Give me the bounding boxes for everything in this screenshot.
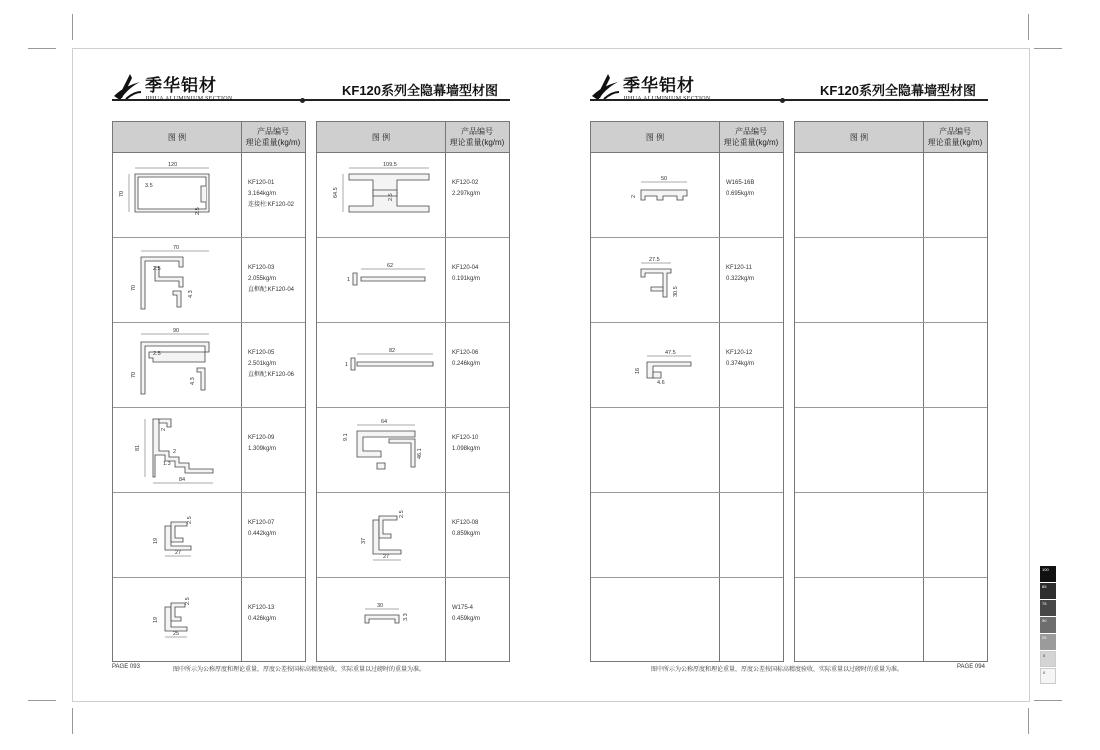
profile-table — [112, 121, 306, 662]
profile-info — [248, 178, 294, 211]
footer-note: 图中所示为公称厚度和理论重量，厚度公差按国标高精度验收，实际重量以过磅时的重量为准。 — [651, 667, 904, 673]
dimension-label: 2 — [631, 194, 637, 198]
dimension-label: 64 — [381, 419, 388, 425]
crop-mark — [1028, 708, 1029, 734]
dimension-label: 2.5 — [388, 193, 394, 201]
profile-figure — [795, 237, 923, 322]
dimension-label: 120 — [168, 162, 178, 168]
dimension-label: 27.5 — [649, 257, 660, 263]
profile-figure — [113, 152, 241, 237]
profile-figure — [113, 407, 241, 492]
crop-mark — [72, 14, 73, 40]
profile-note: 直框配:KF120-04 — [248, 287, 295, 293]
profile-figure — [317, 407, 445, 492]
color-swatch: 5 — [1040, 651, 1056, 667]
profile-code: KF120-01 — [248, 180, 275, 186]
profile-info — [248, 348, 294, 381]
header-code: 产品编号 — [939, 127, 971, 136]
crop-mark — [1034, 48, 1062, 49]
profile-drawing — [591, 322, 719, 407]
header-rule-dot — [300, 98, 305, 103]
header-figure: 图 例 — [849, 132, 869, 142]
profile-code: W165-16B — [726, 180, 755, 186]
table-header — [591, 122, 783, 153]
profile-drawing — [795, 152, 923, 237]
dimension-label: 2.5 — [195, 207, 201, 215]
profile-figure — [795, 407, 923, 492]
dimension-label: 62 — [387, 263, 394, 269]
header-weight: 理论重量(kg/m) — [723, 138, 779, 147]
profile-code: KF120-07 — [248, 520, 275, 526]
profile-drawing — [795, 322, 923, 407]
profile-figure — [317, 492, 445, 577]
page-number: PAGE 093 — [112, 664, 140, 670]
profile-weight: 0.459kg/m — [452, 616, 481, 622]
profile-figure — [113, 492, 241, 577]
header-code-weight — [445, 122, 509, 152]
profile-code: KF120-04 — [452, 265, 479, 271]
profile-figure — [113, 577, 241, 662]
dimension-label: 19 — [153, 537, 159, 544]
header-code: 产品编号 — [257, 127, 289, 136]
dimension-label: 27 — [383, 554, 390, 560]
profile-drawing — [591, 407, 719, 492]
profile-drawing — [591, 237, 719, 322]
profile-code: W175-4 — [452, 605, 474, 611]
profile-figure — [795, 152, 923, 237]
profile-code: KF120-06 — [452, 350, 479, 356]
color-swatch: 85 — [1040, 583, 1056, 599]
profile-code: KF120-12 — [726, 350, 753, 356]
profile-weight: 0.695kg/m — [726, 191, 755, 197]
brand-name: 季华铝材 — [623, 76, 695, 95]
dimension-label: 2 — [161, 427, 167, 431]
profile-info — [452, 518, 480, 540]
header-code-weight — [923, 122, 987, 152]
crop-mark — [28, 700, 56, 701]
dimension-label: 1 — [347, 277, 351, 283]
profile-drawing — [317, 577, 445, 662]
color-swatch: 25 — [1040, 634, 1056, 650]
profile-weight: 2.055kg/m — [248, 276, 277, 282]
profile-figure — [591, 322, 719, 407]
profile-table — [590, 121, 784, 662]
brand-logo-right — [590, 72, 711, 102]
brand-logo-left — [112, 72, 233, 102]
profile-note: 连接柱:KF120-02 — [248, 202, 295, 208]
color-swatch: 100 — [1040, 566, 1056, 582]
profile-figure — [113, 237, 241, 322]
header-code: 产品编号 — [735, 127, 767, 136]
dimension-label: 30.5 — [673, 286, 679, 297]
dimension-label: 64.5 — [333, 187, 339, 198]
profile-code: KF120-11 — [726, 265, 752, 271]
column-divider — [241, 122, 242, 661]
profile-weight: 0.859kg/m — [452, 531, 481, 537]
profile-drawing — [591, 492, 719, 577]
profile-info — [248, 518, 276, 540]
header-weight: 理论重量(kg/m) — [449, 138, 505, 147]
color-swatch: 0 — [1040, 668, 1056, 684]
profile-drawing — [113, 322, 241, 407]
dimension-label: 50 — [661, 176, 668, 182]
profile-code: KF120-08 — [452, 520, 479, 526]
dimension-label: 27 — [175, 550, 182, 556]
column-divider — [923, 122, 924, 661]
dimension-label: 9.1 — [343, 433, 349, 441]
table-header — [795, 122, 987, 153]
profile-figure — [317, 322, 445, 407]
profile-code: KF120-09 — [248, 435, 275, 441]
profile-weight: 0.191kg/m — [452, 276, 481, 282]
profile-weight: 3.164kg/m — [248, 191, 277, 197]
header-code-weight — [719, 122, 783, 152]
crop-mark — [72, 708, 73, 734]
profile-code: KF120-10 — [452, 435, 479, 441]
table-header — [113, 122, 305, 153]
profile-drawing — [317, 407, 445, 492]
dimension-label: 2.5 — [185, 597, 191, 605]
logo-icon — [112, 72, 142, 102]
profile-code: KF120-05 — [248, 350, 275, 356]
profile-weight: 0.246kg/m — [452, 361, 481, 367]
footer-note: 图中所示为公称厚度和理论重量，厚度公差按国标高精度验收，实际重量以过磅时的重量为准。 — [173, 667, 426, 673]
profile-code: KF120-02 — [452, 180, 479, 186]
header-code: 产品编号 — [461, 127, 493, 136]
profile-info — [248, 263, 294, 296]
profile-drawing — [795, 492, 923, 577]
profile-drawing — [113, 492, 241, 577]
profile-info — [726, 263, 754, 285]
profile-figure — [317, 237, 445, 322]
profile-figure — [113, 322, 241, 407]
brand-name: 季华铝材 — [145, 76, 217, 95]
dimension-label: 47.5 — [665, 350, 676, 356]
dimension-label: 3.5 — [145, 183, 153, 189]
profile-drawing — [795, 237, 923, 322]
dimension-label: 70 — [173, 245, 180, 251]
profile-table — [316, 121, 510, 662]
profile-info — [248, 603, 276, 625]
header-weight: 理论重量(kg/m) — [245, 138, 301, 147]
profile-figure — [591, 407, 719, 492]
dimension-label: 84 — [179, 477, 186, 483]
dimension-label: 19 — [153, 616, 159, 623]
profile-drawing — [113, 577, 241, 662]
logo-icon — [590, 72, 620, 102]
page-number: PAGE 094 — [957, 664, 985, 670]
profile-drawing — [795, 577, 923, 662]
profile-drawing — [113, 152, 241, 237]
dimension-label: 2.5 — [399, 510, 405, 518]
column-divider — [719, 122, 720, 661]
dimension-label: 81 — [135, 444, 141, 451]
profile-figure — [591, 577, 719, 662]
dimension-label: 1.3 — [163, 461, 171, 467]
dimension-label: 1 — [345, 362, 349, 368]
header-figure: 图 例 — [167, 132, 187, 142]
profile-drawing — [113, 407, 241, 492]
profile-drawing — [317, 322, 445, 407]
table-header — [317, 122, 509, 153]
profile-info — [726, 348, 754, 370]
dimension-label: 90 — [173, 328, 180, 334]
crop-mark — [1028, 14, 1029, 40]
dimension-label: 37 — [361, 537, 367, 544]
profile-figure — [795, 322, 923, 407]
dimension-label: 2 — [173, 449, 177, 455]
crop-mark — [28, 48, 56, 49]
dimension-label: 3.3 — [403, 613, 409, 621]
page-title: KF120系列全隐幕墙型材图 — [820, 83, 977, 98]
profile-figure — [795, 492, 923, 577]
profile-drawing — [591, 152, 719, 237]
profile-weight: 0.426kg/m — [248, 616, 277, 622]
profile-weight: 1.098kg/m — [452, 446, 481, 452]
profile-figure — [317, 577, 445, 662]
profile-figure — [317, 152, 445, 237]
dimension-label: 70 — [131, 371, 137, 378]
profile-drawing — [113, 237, 241, 322]
page-title: KF120系列全隐幕墙型材图 — [342, 83, 499, 98]
dimension-label: 4.3 — [190, 377, 196, 385]
profile-figure — [591, 492, 719, 577]
header-code-weight — [241, 122, 305, 152]
profile-drawing — [317, 237, 445, 322]
profile-figure — [591, 237, 719, 322]
header-figure: 图 例 — [645, 132, 665, 142]
header-rule — [112, 99, 510, 101]
profile-info — [452, 603, 480, 625]
profile-code: KF120-13 — [248, 605, 275, 611]
header-rule — [590, 99, 988, 101]
dimension-label: 2.5 — [187, 516, 193, 524]
dimension-label: 30 — [377, 603, 384, 609]
profile-drawing — [317, 152, 445, 237]
profile-weight: 2.297kg/m — [452, 191, 481, 197]
profile-drawing — [317, 492, 445, 577]
dimension-label: 16 — [635, 367, 641, 374]
profile-weight: 2.501kg/m — [248, 361, 277, 367]
dimension-label: 70 — [131, 284, 137, 291]
profile-weight: 0.442kg/m — [248, 531, 277, 537]
header-weight: 理论重量(kg/m) — [927, 138, 983, 147]
header-rule-dot — [780, 98, 785, 103]
profile-drawing — [591, 577, 719, 662]
dimension-label: 82 — [389, 348, 396, 354]
profile-table — [794, 121, 988, 662]
crop-mark — [1034, 700, 1062, 701]
dimension-label: 46.1 — [417, 448, 423, 459]
dimension-label: 2.5 — [153, 266, 161, 272]
profile-info — [452, 263, 480, 285]
profile-info — [452, 433, 480, 455]
color-swatch: 75 — [1040, 600, 1056, 616]
profile-note: 直框配:KF120-06 — [248, 372, 295, 378]
dimension-label: 4.6 — [657, 380, 665, 386]
column-divider — [445, 122, 446, 661]
dimension-label: 109.5 — [383, 162, 397, 168]
profile-figure — [591, 152, 719, 237]
dimension-label: 70 — [119, 190, 125, 197]
profile-weight: 0.322kg/m — [726, 276, 755, 282]
profile-weight: 0.374kg/m — [726, 361, 755, 367]
profile-info — [248, 433, 276, 455]
profile-weight: 1.309kg/m — [248, 446, 277, 452]
dimension-label: 25 — [173, 631, 180, 637]
profile-info — [452, 348, 480, 370]
profile-code: KF120-03 — [248, 265, 275, 271]
dimension-label: 2.5 — [153, 351, 161, 357]
profile-info — [726, 178, 754, 200]
profile-drawing — [795, 407, 923, 492]
color-swatch: 50 — [1040, 617, 1056, 633]
profile-info — [452, 178, 480, 200]
header-figure: 图 例 — [371, 132, 391, 142]
profile-figure — [795, 577, 923, 662]
dimension-label: 4.3 — [188, 290, 194, 298]
